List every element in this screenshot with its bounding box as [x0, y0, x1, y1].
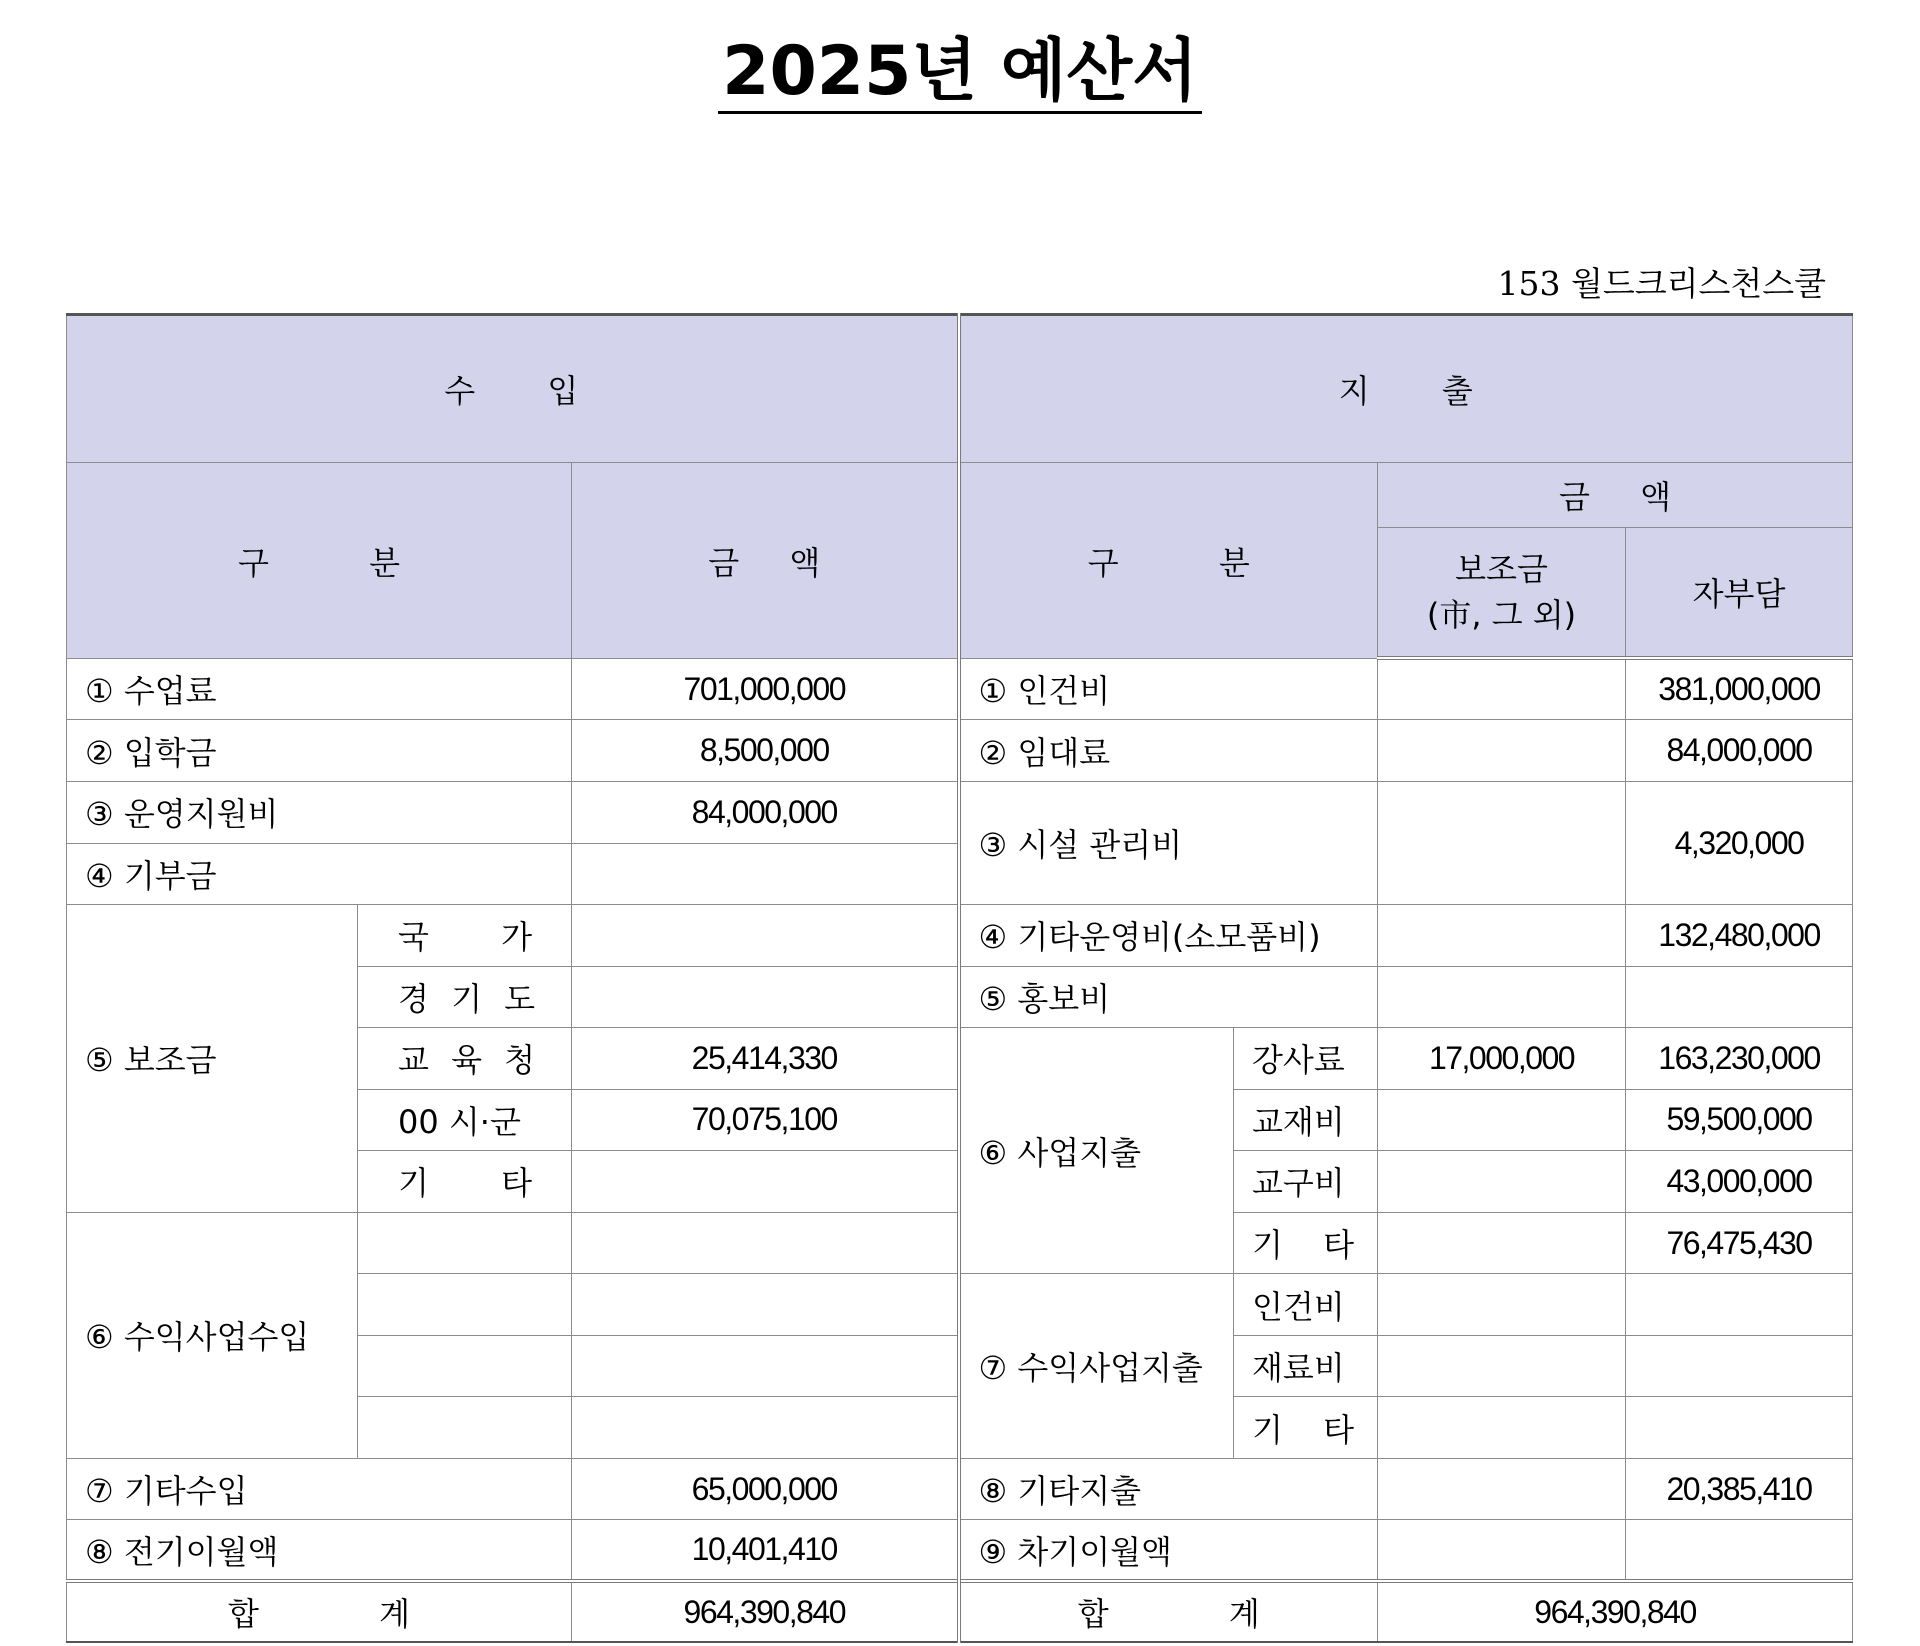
income-amount	[572, 1274, 959, 1336]
income-sub-label	[358, 1335, 572, 1397]
expense-sub-label: 강사료	[1234, 1028, 1378, 1090]
income-label: ⑧ 전기이월액	[67, 1520, 572, 1582]
expense-group-label: ⑥ 사업지출	[959, 1028, 1234, 1274]
income-label: ④ 기부금	[67, 843, 572, 905]
total-row	[67, 1581, 1853, 1642]
expense-self: 76,475,430	[1626, 1212, 1853, 1274]
income-sub-label	[358, 1274, 572, 1336]
expense-label: ⑤ 홍보비	[959, 966, 1378, 1028]
expense-self	[1626, 1274, 1853, 1336]
expense-label: ④ 기타운영비(소모품비)	[959, 905, 1378, 967]
income-total-label: 합 계	[67, 1581, 572, 1642]
expense-category-header: 구 분	[959, 463, 1378, 659]
expense-header: 지 출	[959, 315, 1853, 463]
expense-self: 59,500,000	[1626, 1089, 1853, 1151]
expense-subsidy	[1378, 658, 1626, 720]
expense-total-label: 합 계	[959, 1581, 1378, 1642]
expense-sub-label: 기 타	[1234, 1212, 1378, 1274]
expense-self: 132,480,000	[1626, 905, 1853, 967]
income-amount: 65,000,000	[572, 1458, 959, 1520]
income-amount	[572, 1335, 959, 1397]
expense-sub-label: 기 타	[1234, 1397, 1378, 1459]
self-burden-header: 자부담	[1626, 527, 1853, 658]
expense-self	[1626, 966, 1853, 1028]
expense-subsidy	[1378, 782, 1626, 905]
expense-sub-label: 교구비	[1234, 1151, 1378, 1213]
expense-subsidy	[1378, 905, 1626, 967]
expense-subsidy	[1378, 1520, 1626, 1582]
table-row	[67, 905, 1853, 967]
income-amount	[572, 1397, 959, 1459]
income-sub-label: 경 기 도	[358, 966, 572, 1028]
income-sub-label: 국 가	[358, 905, 572, 967]
expense-subsidy	[1378, 1397, 1626, 1459]
income-amount: 25,414,330	[572, 1028, 959, 1090]
expense-total-amount: 964,390,840	[1378, 1581, 1853, 1642]
income-amount	[572, 843, 959, 905]
expense-sub-label: 인건비	[1234, 1274, 1378, 1336]
income-amount	[572, 1151, 959, 1213]
table-row	[67, 1520, 1853, 1582]
expense-self: 43,000,000	[1626, 1151, 1853, 1213]
expense-self: 84,000,000	[1626, 720, 1853, 782]
expense-label: ⑨ 차기이월액	[959, 1520, 1378, 1582]
income-amount	[572, 1212, 959, 1274]
table-row	[67, 658, 1853, 720]
income-amount: 8,500,000	[572, 720, 959, 782]
expense-self: 163,230,000	[1626, 1028, 1853, 1090]
income-amount: 701,000,000	[572, 658, 959, 720]
expense-label: ③ 시설 관리비	[959, 782, 1378, 905]
page-title-text: 2025년 예산서	[718, 32, 1202, 114]
income-sub-label	[358, 1212, 572, 1274]
subsidy-header-line1: 보조금	[1455, 550, 1548, 589]
expense-subsidy	[1378, 1458, 1626, 1520]
income-amount: 84,000,000	[572, 782, 959, 844]
income-sub-label: 기 타	[358, 1151, 572, 1213]
income-sub-label: 00 시·군	[358, 1089, 572, 1151]
expense-label: ① 인건비	[959, 658, 1378, 720]
income-amount	[572, 966, 959, 1028]
budget-table	[66, 313, 1853, 1643]
expense-self	[1626, 1520, 1853, 1582]
income-label: ① 수업료	[67, 658, 572, 720]
expense-sub-label: 교재비	[1234, 1089, 1378, 1151]
page-title	[0, 32, 1920, 112]
income-header: 수 입	[67, 315, 959, 463]
expense-subsidy	[1378, 966, 1626, 1028]
income-label: ③ 운영지원비	[67, 782, 572, 844]
expense-self: 20,385,410	[1626, 1458, 1853, 1520]
income-group-label: ⑥ 수익사업수입	[67, 1212, 358, 1458]
expense-self: 381,000,000	[1626, 658, 1853, 720]
income-label: ⑦ 기타수입	[67, 1458, 572, 1520]
expense-subsidy	[1378, 1335, 1626, 1397]
table-row	[67, 720, 1853, 782]
income-amount	[572, 905, 959, 967]
income-label: ② 입학금	[67, 720, 572, 782]
organization-name: 153 월드크리스천스쿨	[1497, 264, 1826, 303]
expense-subsidy	[1378, 1212, 1626, 1274]
table-row	[67, 782, 1853, 844]
table-row	[67, 1458, 1853, 1520]
income-amount-header: 금 액	[572, 463, 959, 659]
expense-subsidy	[1378, 1089, 1626, 1151]
income-amount: 10,401,410	[572, 1520, 959, 1582]
expense-subsidy: 17,000,000	[1378, 1028, 1626, 1090]
subsidy-header-line2: (市, 그 외)	[1426, 596, 1577, 635]
subsidy-header	[1378, 527, 1626, 658]
expense-group-label: ⑦ 수익사업지출	[959, 1274, 1234, 1459]
income-total-amount: 964,390,840	[572, 1581, 959, 1642]
expense-self	[1626, 1397, 1853, 1459]
expense-sub-label: 재료비	[1234, 1335, 1378, 1397]
expense-self	[1626, 1335, 1853, 1397]
income-amount: 70,075,100	[572, 1089, 959, 1151]
expense-label: ② 임대료	[959, 720, 1378, 782]
expense-amount-header: 금 액	[1378, 463, 1853, 528]
expense-label: ⑧ 기타지출	[959, 1458, 1378, 1520]
expense-subsidy	[1378, 1274, 1626, 1336]
income-sub-label: 교 육 청	[358, 1028, 572, 1090]
expense-subsidy	[1378, 1151, 1626, 1213]
income-group-label: ⑤ 보조금	[67, 905, 358, 1213]
income-sub-label	[358, 1397, 572, 1459]
income-category-header: 구 분	[67, 463, 572, 659]
expense-self: 4,320,000	[1626, 782, 1853, 905]
expense-subsidy	[1378, 720, 1626, 782]
